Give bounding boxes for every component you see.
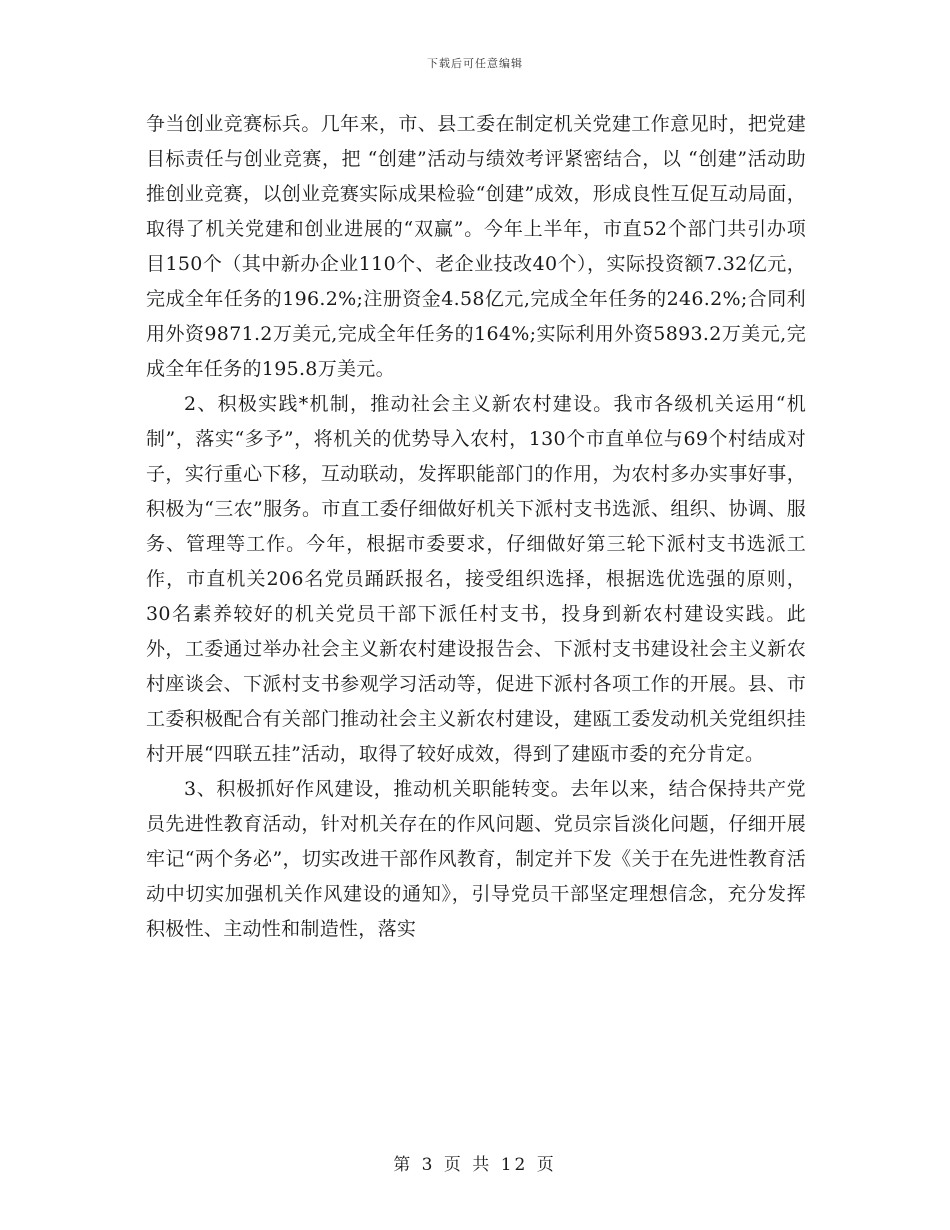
paragraph-1: 争当创业竞赛标兵。几年来，市、县工委在制定机关党建工作意见时，把党建目标责任与创业竞赛，把 “创建”活动与绩效考评紧密结合，以 “创建”活动助推创业竞赛，以创业竞赛实际成果检验“创建”成效，形成良性互促互动局面，取得了机关党建和创业进展的“双赢”。今年上半年，市直52个部门共引办项目150个（其中新办企业110个、老企业技改40个），实际投资额7.32亿元，完成全年任务的196.2%;注册资金4.58亿元,完成全年任务的246.2%;合同利用外资9871.2万美元,完成全年任务的164%;实际利用外资5893.2万美元,完成全年任务的195.8万美元。 <box>146 113 806 380</box>
page-number-footer: 第 3 页 共 12 页 <box>393 1155 557 1175</box>
document-body <box>146 107 806 947</box>
page-header: 下载后可任意编辑 <box>427 57 523 70</box>
paragraph-2: 2、积极实践*机制，推动社会主义新农村建设。我市各级机关运用“机制”，落实“多予”，将机关的优势导入农村，130个市直单位与69个村结成对子，实行重心下移，互动联动，发挥职能部门的作用，为农村多办实事好事，积极为“三农”服务。市直工委仔细做好机关下派村支书选派、组织、协调、服务、管理等工作。今年，根据市委要求，仔细做好第三轮下派村支书选派工作，市直机关206名党员踊跃报名，接受组织选择，根据选优选强的原则，30名素养较好的机关党员干部下派任村支书，投身到新农村建设实践。此外，工委通过举办社会主义新农村建设报告会、下派村支书建设社会主义新农村座谈会、下派村支书参观学习活动等，促进下派村各项工作的开展。县、市工委积极配合有关部门推动社会主义新农村建设，建瓯工委发动机关党组织挂村开展“四联五挂”活动，取得了较好成效，得到了建瓯市委的充分肯定。 <box>146 393 806 765</box>
paragraph-3: 3、积极抓好作风建设，推动机关职能转变。去年以来，结合保持共产党员先进性教育活动，针对机关存在的作风问题、党员宗旨淡化问题，仔细开展牢记“两个务必”，切实改进干部作风教育，制定并下发《关于在先进性教育活动中切实加强机关作风建设的通知》，引导党员干部坚定理想信念，充分发挥积极性、主动性和制造性，落实 <box>146 778 806 940</box>
